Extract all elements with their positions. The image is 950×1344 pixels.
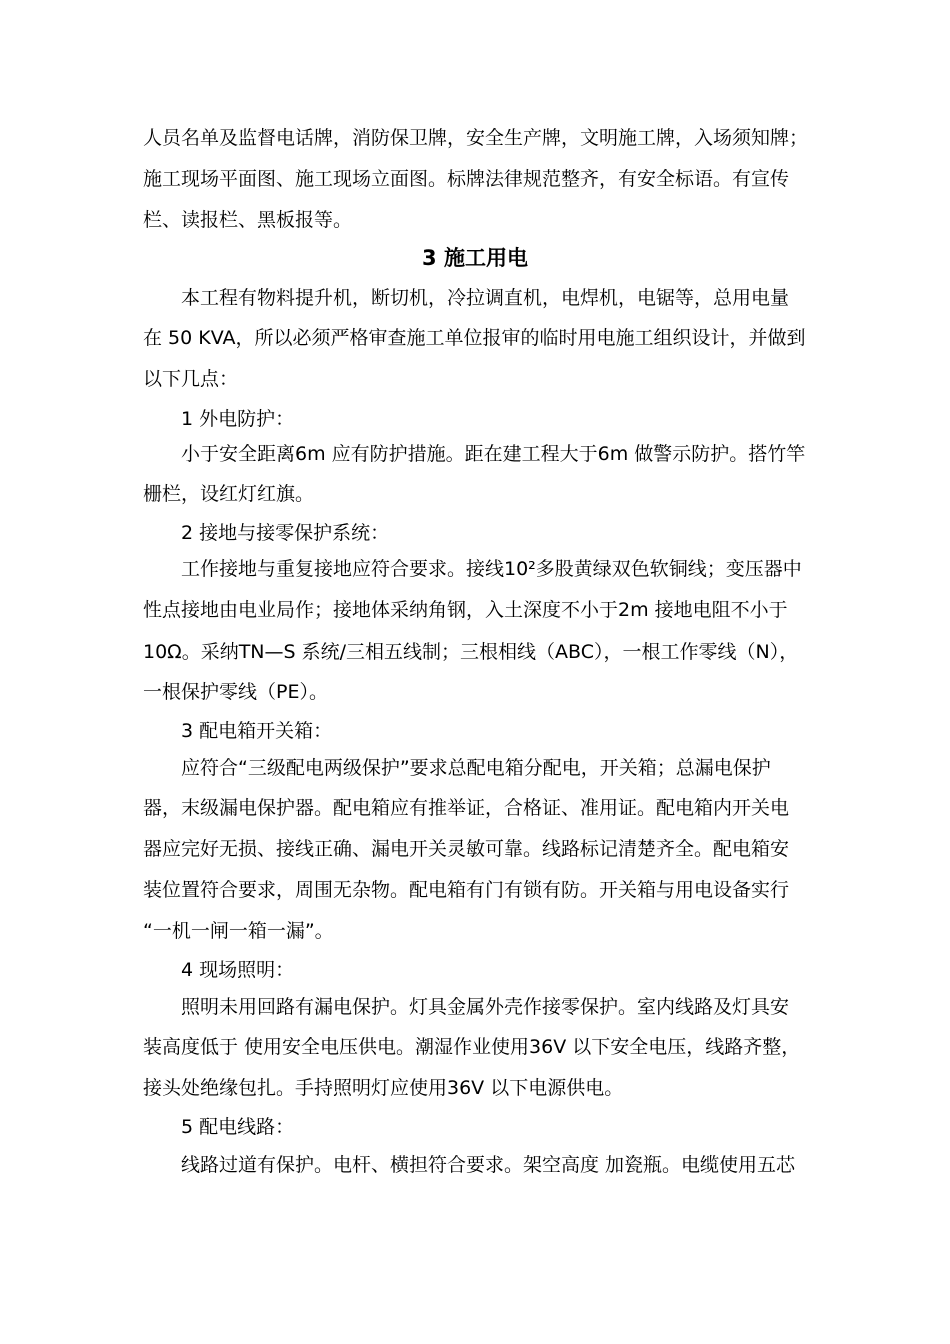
section-intro-line-3: 以下几点： xyxy=(143,368,239,390)
item3-line-3: 器应完好无损、接线正确、漏电开关灵敏可靠。线路标记清楚齐全。配电箱安 xyxy=(143,838,790,860)
item2-heading: 2 接地与接零保护系统： xyxy=(181,522,390,544)
section-title: 3 施工用电 xyxy=(422,246,528,270)
item3-line-4: 装位置符合要求，周围无杂物。配电箱有门有锁有防。开关箱与用电设备实行 xyxy=(143,879,790,901)
intro-line-3: 栏、读报栏、黑板报等。 xyxy=(143,209,353,231)
item5-line-1: 线路过道有保护。电杆、横担符合要求。架空高度 加瓷瓶。电缆使用五芯 xyxy=(181,1154,796,1176)
item1-line-2: 栅栏，设红灯红旗。 xyxy=(143,483,315,505)
item1-line-1: 小于安全距离6m 应有防护措施。距在建工程大于6m 做警示防护。搭竹竿 xyxy=(181,443,806,465)
item3-line-5: “一机一闸一箱一漏”。 xyxy=(143,920,334,942)
item4-heading: 4 现场照明： xyxy=(181,959,295,981)
item2-line-4: 一根保护零线（PE）。 xyxy=(143,681,328,703)
item1-heading: 1 外电防护： xyxy=(181,408,295,430)
item4-line-2: 装高度低于 使用安全电压供电。潮湿作业使用36V 以下安全电压，线路齐整， xyxy=(143,1036,801,1058)
item5-heading: 5 配电线路： xyxy=(181,1116,295,1138)
item4-line-3: 接头处绝缘包扎。手持照明灯应使用36V 以下电源供电。 xyxy=(143,1077,624,1099)
item2-line-1: 工作接地与重复接地应符合要求。接线10²多股黄绿双色软铜线；变压器中 xyxy=(181,558,802,580)
item3-line-1: 应符合“三级配电两级保护”要求总配电箱分配电，开关箱；总漏电保护 xyxy=(181,757,771,779)
item3-heading: 3 配电箱开关箱： xyxy=(181,720,333,742)
intro-line-1: 人员名单及监督电话牌，消防保卫牌，安全生产牌，文明施工牌，入场须知牌； xyxy=(143,127,809,149)
item2-line-3: 10Ω。采纳TN—S 系统/三相五线制；三根相线（ABC），一根工作零线（N）， xyxy=(143,641,799,663)
section-intro-line-1: 本工程有物料提升机，断切机，冷拉调直机，电焊机，电锯等，总用电量 xyxy=(181,287,790,309)
item4-line-1: 照明未用回路有漏电保护。灯具金属外壳作接零保护。室内线路及灯具安 xyxy=(181,996,790,1018)
item3-line-2: 器，末级漏电保护器。配电箱应有推举证，合格证、准用证。配电箱内开关电 xyxy=(143,797,790,819)
item2-line-2: 性点接地由电业局作；接地体采纳角钢，入土深度不小于2m 接地电阻不小于 xyxy=(143,599,788,621)
intro-line-2: 施工现场平面图、施工现场立面图。标牌法律规范整齐，有安全标语。有宣传 xyxy=(143,168,790,190)
section-intro-line-2: 在 50 KVA，所以必须严格审查施工单位报审的临时用电施工组织设计，并做到 xyxy=(143,327,806,349)
